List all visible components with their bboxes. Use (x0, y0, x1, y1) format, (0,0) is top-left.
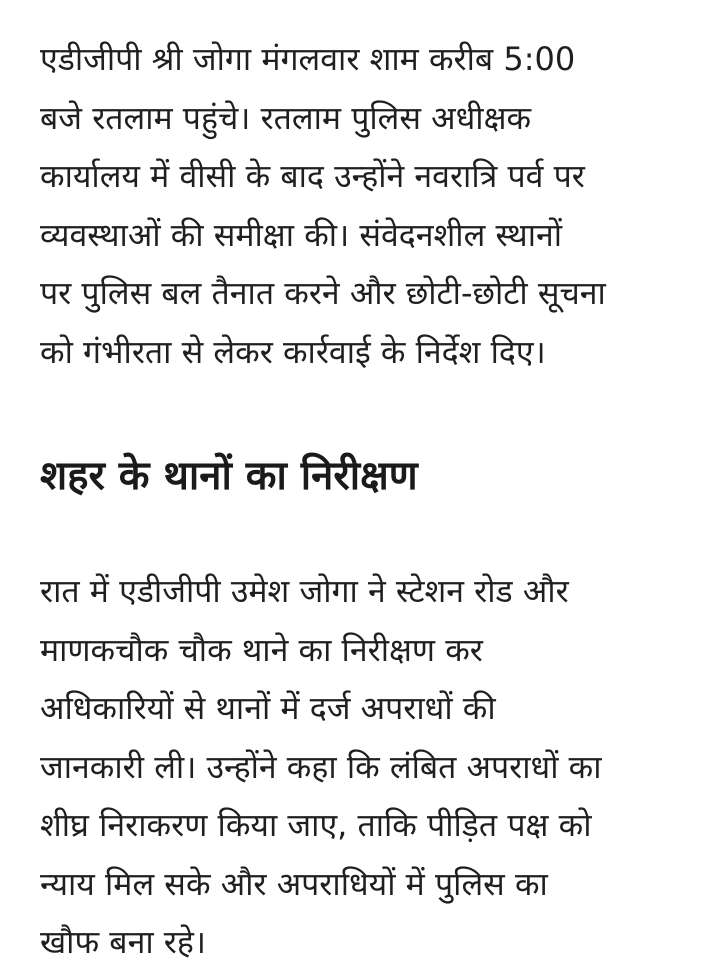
paragraph-intro (40, 30, 606, 381)
paragraph-inspection (40, 562, 602, 972)
text-line: पर पुलिस बल तैनात करने और छोटी-छोटी सूचना (40, 274, 606, 312)
text-line: माणकचौक चौक थाने का निरीक्षण कर (40, 630, 483, 669)
text-line: जानकारी ली। उन्होंने कहा कि लंबित अपराधों का (40, 747, 602, 786)
text-line: को गंभीरता से लेकर कार्रवाई के निर्देश दिए। (40, 332, 546, 371)
text-line: अधिकारियों से थानों में दर्ज अपराधों की (40, 689, 496, 727)
text-line: न्याय मिल सके और अपराधियों में पुलिस का (40, 864, 548, 903)
section-heading: शहर के थानों का निरीक्षण (40, 453, 418, 499)
text-line: खौफ बना रहे। (40, 923, 207, 961)
text-line: बजे रतलाम पहुंचे। रतलाम पुलिस अधीक्षक (40, 98, 532, 137)
text-line: शीघ्र निराकरण किया जाए, ताकि पीड़ित पक्ष को (40, 806, 592, 844)
text-line: रात में एडीजीपी उमेश जोगा ने स्टेशन रोड और (40, 572, 569, 610)
text-line: व्यवस्थाओं की समीक्षा की। संवेदनशील स्थानों (40, 215, 563, 254)
text-line: एडीजीपी श्री जोगा मंगलवार शाम करीब 5:00 (40, 40, 576, 78)
text-line: कार्यालय में वीसी के बाद उन्होंने नवरात्रि पर्व पर (40, 157, 585, 195)
